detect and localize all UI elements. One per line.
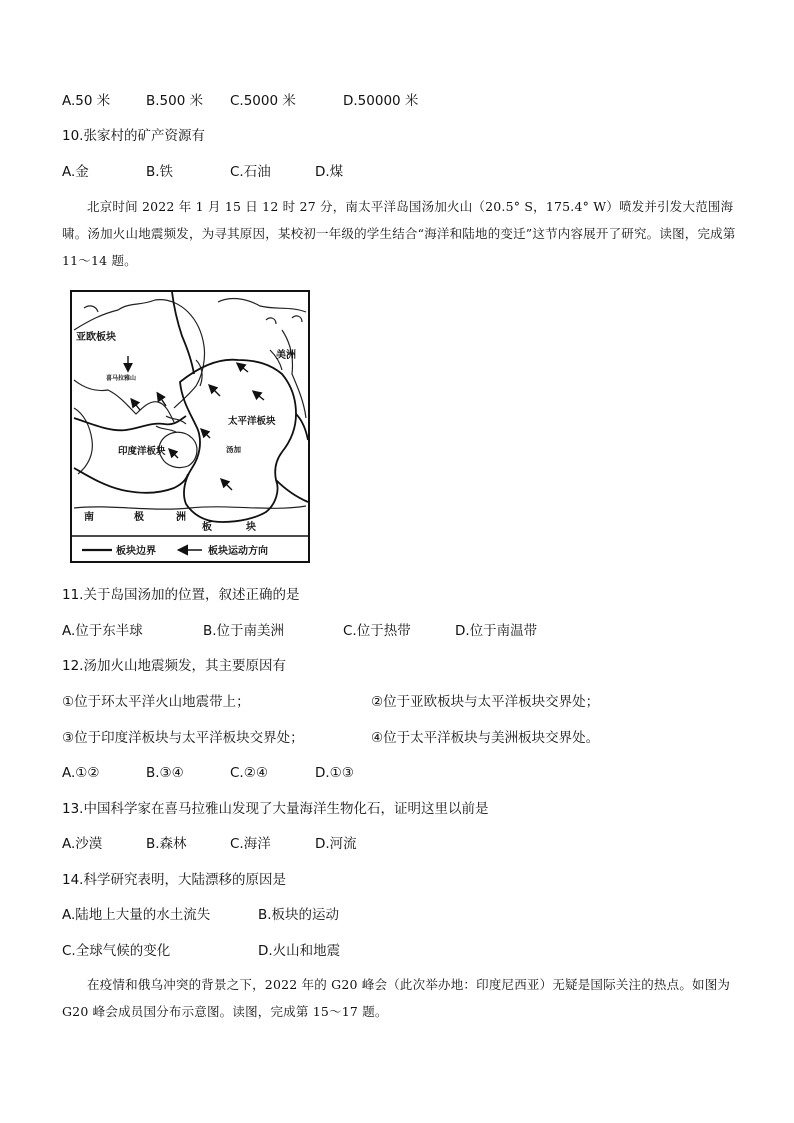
q13-stem: 13.中国科学家在喜马拉雅山发现了大量海洋生物化石，证明这里以前是 bbox=[62, 801, 489, 817]
label-eurasia-plate: 亚欧板块 bbox=[76, 332, 116, 343]
legend-boundary-label: 板块边界 bbox=[116, 546, 156, 557]
q13-option-c: C.海洋 bbox=[230, 836, 271, 852]
q14-stem: 14.科学研究表明，大陆漂移的原因是 bbox=[62, 872, 286, 888]
q9-option-d: D.50000 米 bbox=[343, 93, 419, 109]
q10-stem: 10.张家村的矿产资源有 bbox=[62, 128, 205, 144]
q10-option-d: D.煤 bbox=[315, 164, 344, 180]
plate-map-figure bbox=[70, 290, 310, 563]
q12-option-b: B.③④ bbox=[146, 765, 184, 781]
q14-option-d: D.火山和地震 bbox=[258, 943, 341, 959]
label-tonga: 汤加 bbox=[226, 445, 241, 454]
label-indian-plate: 印度洋板块 bbox=[118, 446, 166, 457]
q12-option-c: C.②④ bbox=[230, 765, 268, 781]
q10-option-c: C.石油 bbox=[230, 164, 271, 180]
q12-statement-2: ②位于亚欧板块与太平洋板块交界处； bbox=[371, 694, 600, 710]
q12-stem: 12.汤加火山地震频发，其主要原因有 bbox=[62, 658, 286, 674]
q14-option-c: C.全球气候的变化 bbox=[62, 943, 171, 959]
q9-option-c: C.5000 米 bbox=[230, 93, 296, 109]
q12-statement-4: ④位于太平洋板块与美洲板块交界处。 bbox=[371, 730, 600, 746]
label-antarctic-1: 南 bbox=[84, 512, 94, 523]
label-antarctic-2: 极 bbox=[134, 512, 144, 523]
legend-movement-label: 板块运动方向 bbox=[208, 546, 268, 557]
q14-option-a: A.陆地上大量的水土流失 bbox=[62, 907, 211, 923]
q9-option-b: B.500 米 bbox=[146, 93, 204, 109]
label-america: 美洲 bbox=[276, 350, 296, 361]
q11-option-d: D.位于南温带 bbox=[455, 623, 538, 639]
q12-option-a: A.①② bbox=[62, 765, 100, 781]
q13-option-a: A.沙漠 bbox=[62, 836, 103, 852]
q11-option-a: A.位于东半球 bbox=[62, 623, 143, 639]
q13-option-b: B.森林 bbox=[146, 836, 187, 852]
q10-option-b: B.铁 bbox=[146, 164, 174, 180]
q11-option-c: C.位于热带 bbox=[343, 623, 411, 639]
label-pacific-plate: 太平洋板块 bbox=[228, 416, 276, 427]
label-antarctic-5: 块 bbox=[246, 522, 256, 533]
label-himalaya: 喜马拉雅山 bbox=[106, 375, 137, 382]
q12-statement-1: ①位于环太平洋火山地震带上； bbox=[62, 694, 250, 710]
q11-option-b: B.位于南美洲 bbox=[203, 623, 285, 639]
intro-paragraph-tonga: 北京时间 2022 年 1 月 15 日 12 时 27 分，南太平洋岛国汤加火山（20.5° S，175.4° W）喷发并引发大范围海啸。汤加火山地震频发，为寻其原因，某校初一年级的学生结合“海洋和陆地的变迁”这节内容展开了研究。读图，完成第 11～14 题。 bbox=[62, 199, 736, 268]
q10-option-a: A.金 bbox=[62, 164, 89, 180]
intro-paragraph-g20: 在疫情和俄乌冲突的背景之下，2022 年的 G20 峰会（此次举办地：印度尼西亚）无疑是国际关注的热点。如图为 G20 峰会成员国分布示意图。读图，完成第 15～17 题。 bbox=[62, 977, 731, 1019]
q14-option-b: B.板块的运动 bbox=[258, 907, 340, 923]
q12-statement-3: ③位于印度洋板块与太平洋板块交界处； bbox=[62, 730, 304, 746]
q11-stem: 11.关于岛国汤加的位置，叙述正确的是 bbox=[62, 587, 300, 603]
q9-option-a: A.50 米 bbox=[62, 93, 111, 109]
q13-option-d: D.河流 bbox=[315, 836, 357, 852]
q12-option-d: D.①③ bbox=[315, 765, 354, 781]
label-antarctic-4: 板 bbox=[202, 522, 212, 533]
label-antarctic-3: 洲 bbox=[176, 512, 186, 523]
